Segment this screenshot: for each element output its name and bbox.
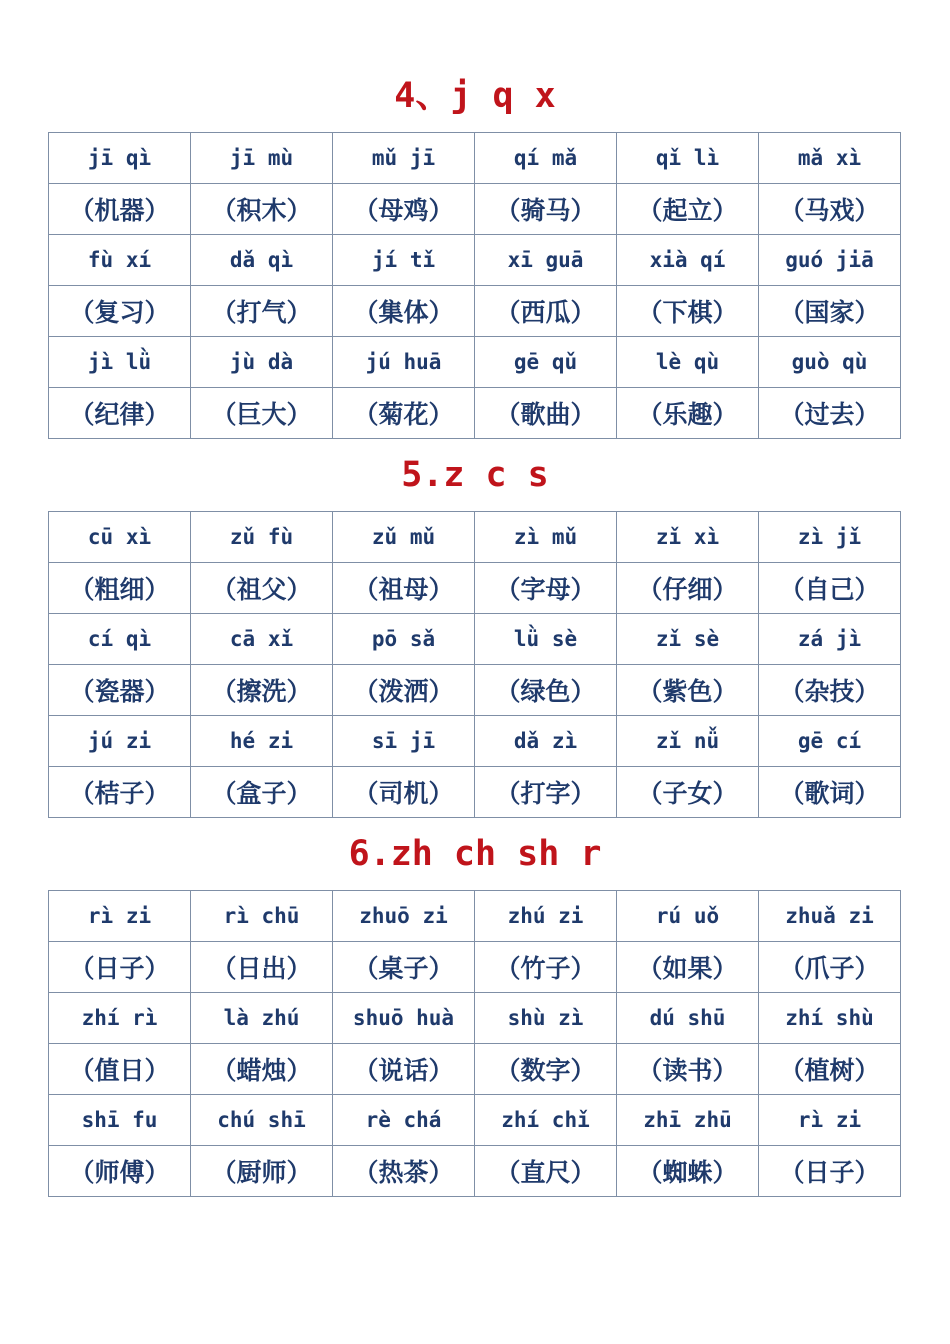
pinyin-cell: mǎ xì <box>759 133 901 184</box>
word-cell: （集体） <box>333 286 475 337</box>
pinyin-cell: hé zi <box>191 716 333 767</box>
word-cell: （桌子） <box>333 942 475 993</box>
pinyin-row <box>49 716 901 767</box>
word-cell: （爪子） <box>759 942 901 993</box>
word-row <box>49 286 901 337</box>
word-cell: （祖母） <box>333 563 475 614</box>
word-row <box>49 1146 901 1197</box>
word-cell: （泼洒） <box>333 665 475 716</box>
pinyin-cell: dú shū <box>617 993 759 1044</box>
word-cell: （擦洗） <box>191 665 333 716</box>
word-cell: （西瓜） <box>475 286 617 337</box>
word-cell: （马戏） <box>759 184 901 235</box>
word-cell: （复习） <box>49 286 191 337</box>
word-cell: （菊花） <box>333 388 475 439</box>
pinyin-cell: cū xì <box>49 512 191 563</box>
pinyin-cell: xī guā <box>475 235 617 286</box>
pinyin-cell: shī fu <box>49 1095 191 1146</box>
pinyin-cell: jú zi <box>49 716 191 767</box>
pinyin-cell: zǐ nǚ <box>617 716 759 767</box>
pinyin-cell: xià qí <box>617 235 759 286</box>
word-row <box>49 563 901 614</box>
word-cell: （起立） <box>617 184 759 235</box>
pinyin-row <box>49 337 901 388</box>
pinyin-cell: zhuō zi <box>333 891 475 942</box>
pinyin-cell: zhú zi <box>475 891 617 942</box>
word-cell: （机器） <box>49 184 191 235</box>
word-row <box>49 767 901 818</box>
word-cell: （子女） <box>617 767 759 818</box>
word-cell: （说话） <box>333 1044 475 1095</box>
word-cell: （竹子） <box>475 942 617 993</box>
word-cell: （厨师） <box>191 1146 333 1197</box>
pinyin-cell: gē cí <box>759 716 901 767</box>
pinyin-cell: jú huā <box>333 337 475 388</box>
word-cell: （直尺） <box>475 1146 617 1197</box>
pinyin-cell: jì lǜ <box>49 337 191 388</box>
pinyin-cell: pō sǎ <box>333 614 475 665</box>
word-cell: （数字） <box>475 1044 617 1095</box>
word-cell: （巨大） <box>191 388 333 439</box>
pinyin-cell: jī qì <box>49 133 191 184</box>
pinyin-cell: zì jǐ <box>759 512 901 563</box>
word-cell: （司机） <box>333 767 475 818</box>
pinyin-cell: rì zi <box>49 891 191 942</box>
pinyin-row <box>49 1095 901 1146</box>
pinyin-cell: mǔ jī <box>333 133 475 184</box>
pinyin-row <box>49 614 901 665</box>
pinyin-cell: cí qì <box>49 614 191 665</box>
word-cell: （如果） <box>617 942 759 993</box>
pinyin-cell: lǜ sè <box>475 614 617 665</box>
pinyin-cell: zǔ mǔ <box>333 512 475 563</box>
word-cell: （日子） <box>759 1146 901 1197</box>
pinyin-cell: rú uǒ <box>617 891 759 942</box>
pinyin-cell: zì mǔ <box>475 512 617 563</box>
word-cell: （积木） <box>191 184 333 235</box>
pinyin-cell: rì chū <box>191 891 333 942</box>
word-cell: （粗细） <box>49 563 191 614</box>
word-row <box>49 942 901 993</box>
word-cell: （骑马） <box>475 184 617 235</box>
word-cell: （过去） <box>759 388 901 439</box>
word-cell: （国家） <box>759 286 901 337</box>
pinyin-cell: sī jī <box>333 716 475 767</box>
word-row <box>49 388 901 439</box>
word-cell: （纪律） <box>49 388 191 439</box>
word-cell: （桔子） <box>49 767 191 818</box>
word-cell: （祖父） <box>191 563 333 614</box>
pinyin-table <box>48 890 901 1197</box>
pinyin-cell: zǐ xì <box>617 512 759 563</box>
pinyin-cell: zá jì <box>759 614 901 665</box>
word-cell: （字母） <box>475 563 617 614</box>
pinyin-table <box>48 132 901 439</box>
word-cell: （紫色） <box>617 665 759 716</box>
word-cell: （热茶） <box>333 1146 475 1197</box>
pinyin-cell: zhí chǐ <box>475 1095 617 1146</box>
word-cell: （打字） <box>475 767 617 818</box>
section-title: 5.z c s <box>401 455 549 495</box>
word-cell: （母鸡） <box>333 184 475 235</box>
word-row <box>49 1044 901 1095</box>
pinyin-row <box>49 235 901 286</box>
word-cell: （绿色） <box>475 665 617 716</box>
pinyin-cell: dǎ qì <box>191 235 333 286</box>
pinyin-cell: là zhú <box>191 993 333 1044</box>
word-cell: （日子） <box>49 942 191 993</box>
pinyin-cell: guó jiā <box>759 235 901 286</box>
pinyin-cell: dǎ zì <box>475 716 617 767</box>
pinyin-cell: qǐ lì <box>617 133 759 184</box>
pinyin-cell: cā xǐ <box>191 614 333 665</box>
word-cell: （日出） <box>191 942 333 993</box>
pinyin-cell: qí mǎ <box>475 133 617 184</box>
word-cell: （仔细） <box>617 563 759 614</box>
word-cell: （蜘蛛） <box>617 1146 759 1197</box>
pinyin-cell: zhí shù <box>759 993 901 1044</box>
pinyin-cell: jù dà <box>191 337 333 388</box>
pinyin-cell: guò qù <box>759 337 901 388</box>
word-cell: （师傅） <box>49 1146 191 1197</box>
word-cell: （打气） <box>191 286 333 337</box>
word-cell: （下棋） <box>617 286 759 337</box>
pinyin-cell: chú shī <box>191 1095 333 1146</box>
pinyin-cell: zhí rì <box>49 993 191 1044</box>
pinyin-cell: shù zì <box>475 993 617 1044</box>
word-cell: （自己） <box>759 563 901 614</box>
word-row <box>49 184 901 235</box>
pinyin-cell: rì zi <box>759 1095 901 1146</box>
word-cell: （乐趣） <box>617 388 759 439</box>
section-title: 6.zh ch sh r <box>348 834 602 874</box>
word-cell: （歌词） <box>759 767 901 818</box>
pinyin-cell: zǐ sè <box>617 614 759 665</box>
pinyin-cell: jí tǐ <box>333 235 475 286</box>
pinyin-row <box>49 891 901 942</box>
pinyin-row <box>49 133 901 184</box>
word-cell: （杂技） <box>759 665 901 716</box>
pinyin-cell: fù xí <box>49 235 191 286</box>
pinyin-table <box>48 511 901 818</box>
word-cell: （值日） <box>49 1044 191 1095</box>
word-cell: （读书） <box>617 1044 759 1095</box>
pinyin-cell: lè qù <box>617 337 759 388</box>
section-title: 4、j q x <box>394 76 556 116</box>
pinyin-cell: zhī zhū <box>617 1095 759 1146</box>
word-cell: （盒子） <box>191 767 333 818</box>
pinyin-cell: jī mù <box>191 133 333 184</box>
pinyin-row <box>49 993 901 1044</box>
word-cell: （植树） <box>759 1044 901 1095</box>
pinyin-cell: gē qǔ <box>475 337 617 388</box>
word-cell: （歌曲） <box>475 388 617 439</box>
word-row <box>49 665 901 716</box>
pinyin-cell: zhuǎ zi <box>759 891 901 942</box>
pinyin-cell: shuō huà <box>333 993 475 1044</box>
pinyin-cell: rè chá <box>333 1095 475 1146</box>
pinyin-cell: zǔ fù <box>191 512 333 563</box>
word-cell: （瓷器） <box>49 665 191 716</box>
word-cell: （蜡烛） <box>191 1044 333 1095</box>
pinyin-row <box>49 512 901 563</box>
